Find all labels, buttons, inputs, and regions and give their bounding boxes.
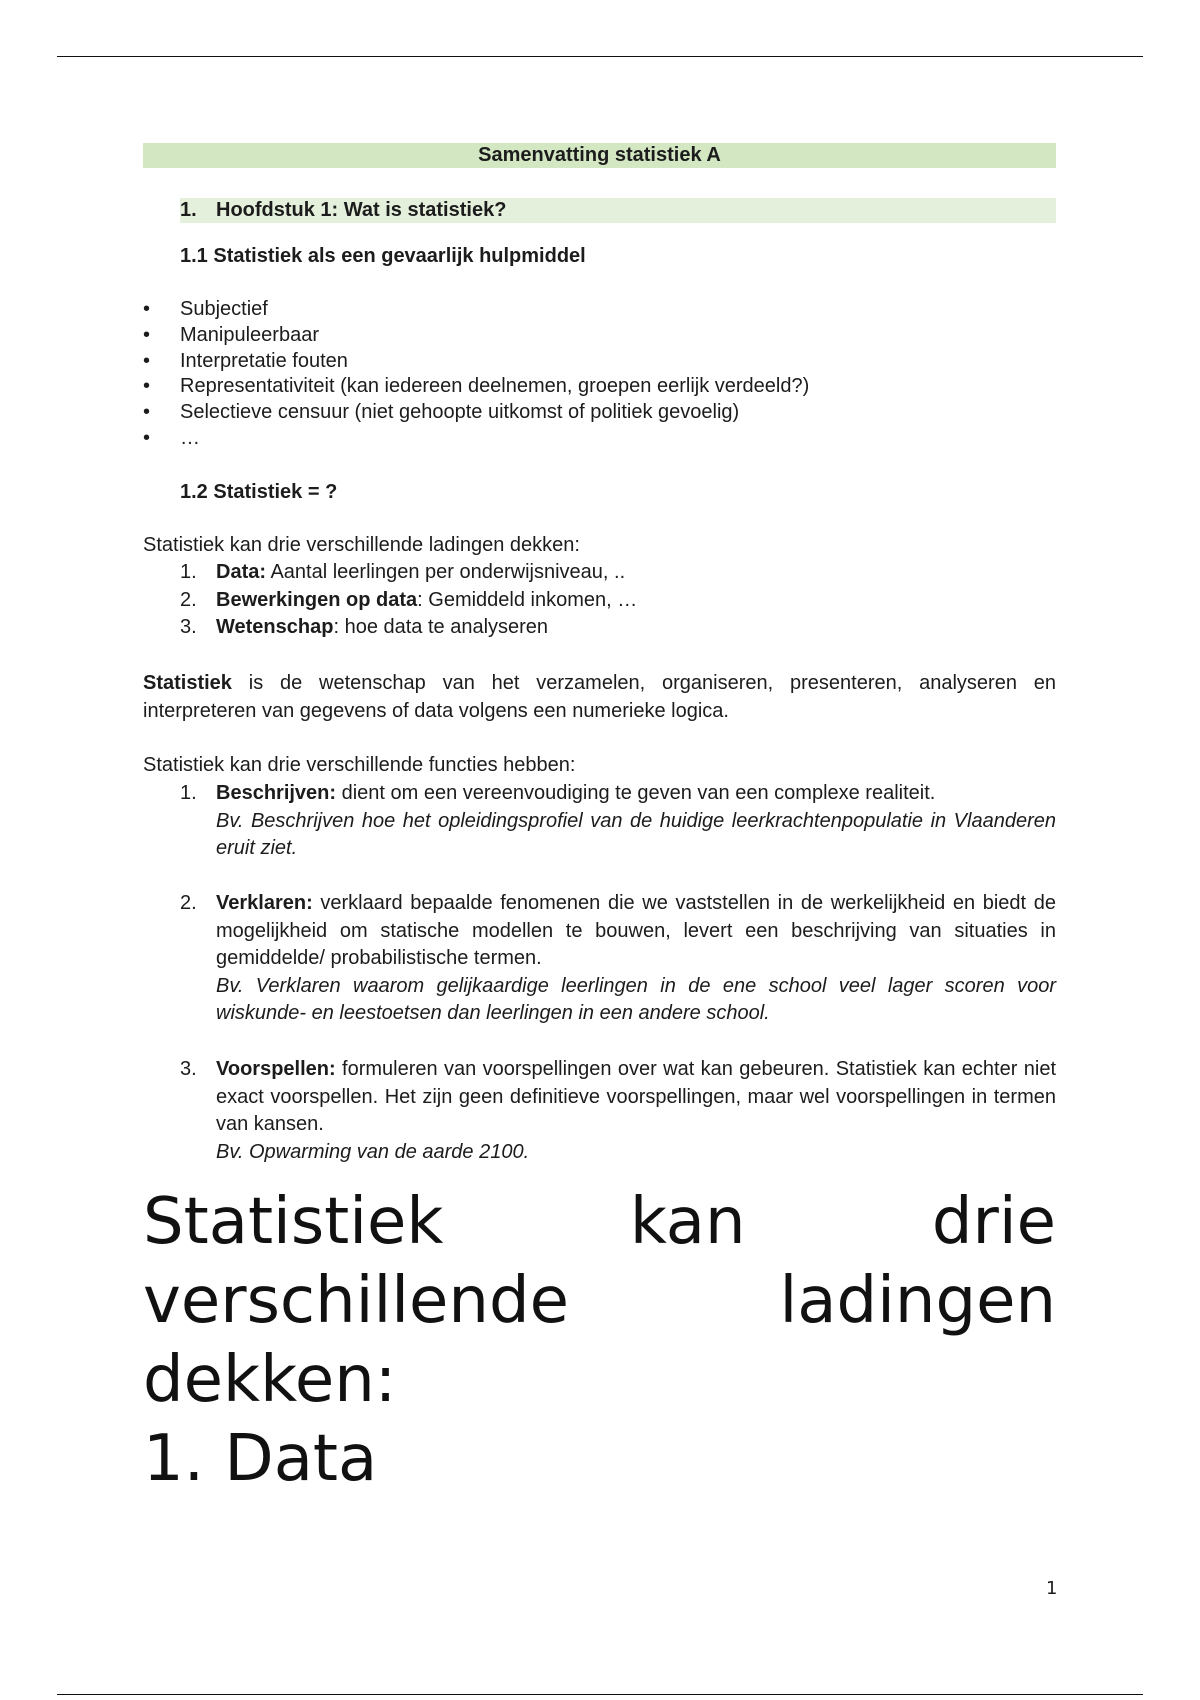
chapter-heading (180, 198, 1056, 223)
definition-text: is de wetenschap van het verzamelen, organiseren, presenteren, analyseren en interpreteren van gegevens of data volgens een numerieke logica. (143, 672, 1056, 722)
item-term: Data: (216, 561, 267, 583)
document-title: Samenvatting statistiek A (143, 143, 1056, 168)
chapter-title: Hoofdstuk 1: Wat is statistiek? (216, 199, 507, 221)
list-item: • Representativiteit (kan iedereen deelnemen, groepen eerlijk verdeeld?) (143, 374, 1056, 400)
function-text: dient om een vereenvoudiging te geven van een complexe realiteit. (336, 782, 936, 804)
list-item: • … (143, 426, 1056, 452)
function-body (216, 890, 1056, 1028)
overlay-line-2: 1. Data (143, 1422, 378, 1496)
list-item: • Interpretatie fouten (143, 349, 1056, 375)
function-term: Beschrijven: (216, 782, 337, 804)
item-number: 1. (180, 782, 197, 804)
function-text: formuleren van voorspellingen over wat kan gebeuren. Statistiek kan echter niet exact voorspellen. Het zijn geen definitieve voorspellingen, maar wel voorspellingen in termen van kansen. (216, 1058, 1056, 1135)
list-item (143, 559, 1056, 587)
top-rule (57, 56, 1143, 57)
ladingen-list (143, 559, 1056, 642)
item-number: 2. (180, 892, 197, 914)
function-body (216, 1056, 1056, 1166)
definition-term: Statistiek (143, 672, 232, 694)
list-item: • Manipuleerbaar (143, 323, 1056, 349)
definition-paragraph (143, 670, 1056, 725)
functies-intro: Statistiek kan drie verschillende functies hebben: (143, 754, 576, 776)
item-term: Bewerkingen op data (216, 588, 418, 611)
list-item: • Subjectief (143, 297, 1056, 323)
function-item-predict (143, 1056, 1056, 1166)
list-item (143, 587, 1056, 615)
function-term: Voorspellen: (216, 1058, 336, 1080)
item-number: 3. (180, 616, 197, 638)
list-item: • Selectieve censuur (niet gehoopte uitkomst of politiek gevoelig) (143, 400, 1056, 426)
bottom-rule (57, 1694, 1143, 1695)
function-term: Verklaren: (216, 892, 313, 914)
item-term: Wetenschap (216, 616, 334, 638)
function-example: Bv. Beschrijven hoe het opleidingsprofiel van de huidige leerkrachtenpopulatie in Vlaanderen eruit ziet. (216, 809, 1056, 859)
item-number: 3. (180, 1058, 197, 1080)
function-body (216, 780, 1056, 863)
chapter-number: 1. (180, 199, 197, 221)
function-example: Bv. Verklaren waarom gelijkaardige leerlingen in de ene school veel lager scoren voor wiskunde- en leestoetsen dan leerlingen in een andere school. (216, 974, 1056, 1024)
function-text: verklaard bepaalde fenomenen die we vaststellen in de werkelijkheid en biedt de mogelijkheid om statische modellen te bouwen, levert een beschrijving van situaties in gemiddelde/ probabilistische termen. (216, 892, 1056, 969)
item-text: Aantal leerlingen per onderwijsniveau, .. (266, 561, 626, 583)
function-item-describe (143, 780, 1056, 863)
item-number: 1. (180, 561, 197, 583)
section-1-2-heading: 1.2 Statistiek = ? (180, 481, 338, 503)
item-text: : hoe data te analyseren (333, 616, 549, 638)
function-item-explain (143, 890, 1056, 1028)
page-number: 1 (1046, 1578, 1058, 1599)
ladingen-intro: Statistiek kan drie verschillende ladingen dekken: (143, 534, 580, 556)
list-item (143, 614, 1056, 642)
item-text: : Gemiddeld inkomen, … (417, 588, 638, 611)
overlay-line-1: Statistiek kan drie verschillende ladingen dekken: (143, 1185, 1056, 1417)
risk-bullet-list (143, 297, 1056, 452)
large-overlay-text (143, 1183, 1056, 1499)
function-example: Bv. Opwarming van de aarde 2100. (216, 1140, 530, 1163)
section-1-1-heading: 1.1 Statistiek als een gevaarlijk hulpmiddel (180, 245, 586, 267)
item-number: 2. (180, 588, 197, 611)
